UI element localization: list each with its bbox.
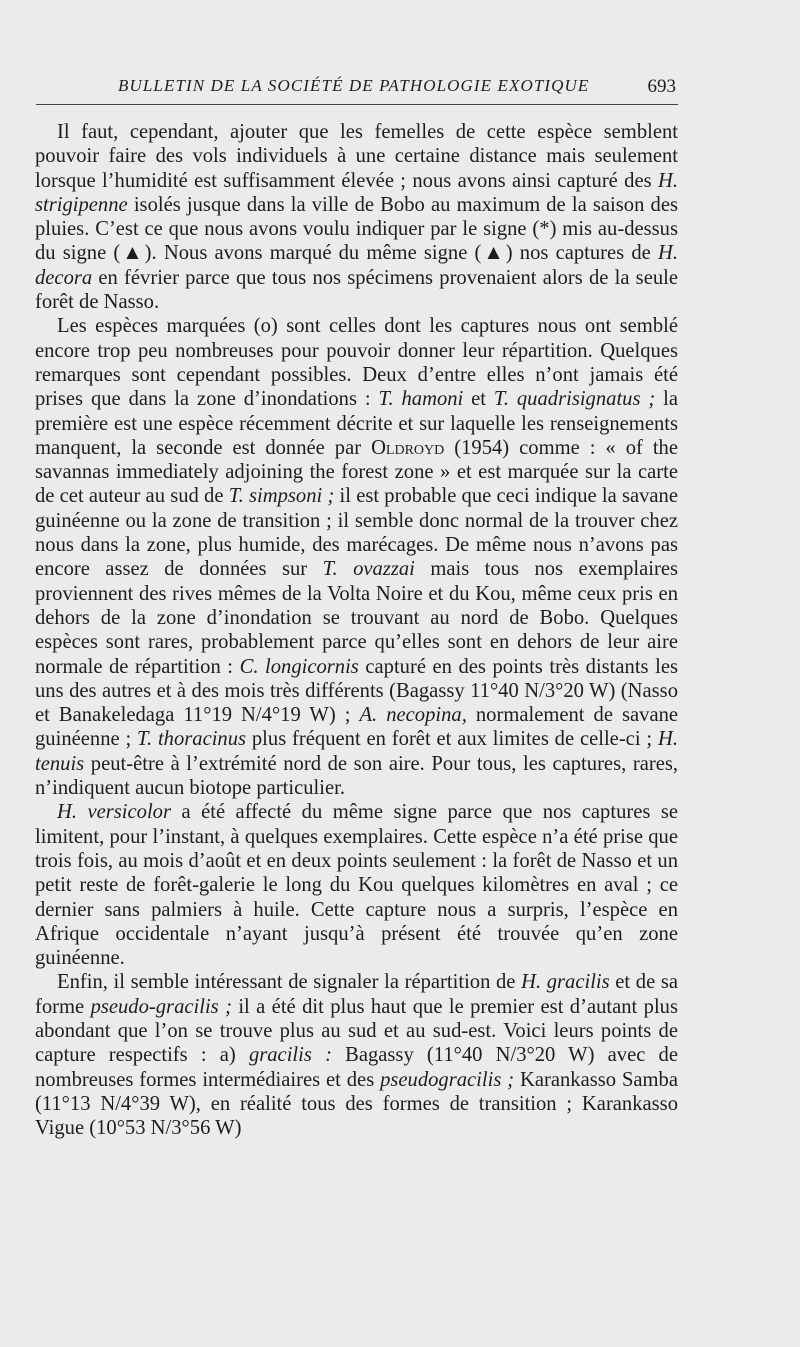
italic-run: H. strigipenne <box>35 169 678 216</box>
paragraph <box>35 314 678 800</box>
italic-run: H. tenuis <box>35 728 678 775</box>
text-run: il a été dit plus haut que le premier est d’autant plus abondant que l’on se trouve plus au sud et au sud-est. Voici leurs points de capture respectifs : a) <box>35 995 678 1067</box>
italic-run: pseudogracilis ; <box>380 1068 515 1091</box>
text-run: (1954) comme : « of the savannas immediately adjoining the forest zone » et est marquée sur la carte de cet auteur au sud de <box>35 436 678 508</box>
text-run: la première est une espèce récemment décrite et sur laquelle les renseignements manquent, la seconde est donnée par <box>35 388 678 459</box>
journal-title: BULLETIN DE LA SOCIÉTÉ DE PATHOLOGIE EXOTIQUE <box>118 76 590 95</box>
text-run: normalement de savane guinéenne ; <box>35 704 679 751</box>
page-number: 693 <box>647 76 676 97</box>
italic-run: A. necopina, <box>359 704 467 727</box>
author-name: Oldroyd <box>371 436 445 459</box>
body-text <box>35 120 678 1140</box>
italic-run: H. decora <box>35 242 678 289</box>
text-run: isolés jusque dans la ville de Bobo au maximum de la saison des pluies. C’est ce que nous avons voulu indiquer par le signe (*) mis au-dessus du signe (▲). Nous avons marqué du même signe (▲) nos captures de <box>35 193 678 265</box>
italic-run: pseudo-gracilis ; <box>90 995 232 1018</box>
italic-run: T. simpsoni ; <box>228 485 335 508</box>
text-run: mais tous nos exemplaires proviennent des rives mêmes de la Volta Noire et du Kou, même ceux pris en dehors de la zone d’inondation se trouvant au nord de Bobo. Quelques espèces sont rares, probablement parce qu’elles sont en dehors de leur aire normale de répartition : <box>35 558 678 678</box>
italic-run: T. ovazzai <box>322 558 415 581</box>
text-run: Les espèces marquées (o) sont celles dont les captures nous ont semblé encore trop peu nombreuses pour pouvoir donner leur répartition. Quelques remarques sont cependant possibles. Deux d’entre elles n’ont jamais été prises que dans la zone d’inondations : <box>35 315 678 411</box>
text-run: et <box>463 388 494 411</box>
text-run: il est probable que ceci indique la savane guinéenne ou la zone de transition ; il semble donc normal de la trouver chez nous dans la zone, plus humide, des marécages. De même nous n’avons pas encore assez de données sur <box>35 485 678 581</box>
italic-run: T. hamoni <box>378 388 464 411</box>
paragraph <box>35 120 678 314</box>
running-header <box>36 72 678 105</box>
text-run: Bagassy (11°40 N/3°20 W) avec de nombreuses formes intermédiaires et des <box>35 1044 678 1091</box>
italic-run: H. gracilis <box>521 971 610 994</box>
text-run: en février parce que tous nos spécimens provenaient alors de la seule forêt de Nasso. <box>35 266 678 314</box>
text-run: capturé en des points très distants les uns des autres et à des mois très différents (Bagassy 11°40 N/3°20 W) (Nasso et Banakeledaga 11°19 N/4°19 W) ; <box>35 655 678 727</box>
text-run: et de sa forme <box>35 971 678 1018</box>
text-run: plus fréquent en forêt et aux limites de celle-ci ; <box>246 728 658 751</box>
paragraph <box>35 970 678 1140</box>
text-run: Enfin, il semble intéressant de signaler la répartition de <box>57 971 522 994</box>
text-run: a été affecté du même signe parce que nos captures se limitent, pour l’instant, à quelques exemplaires. Cette espèce n’a été prise que trois fois, au mois d’août et en deux points seulement : la forêt de Nasso et un petit reste de forêt-galerie le long du Kou quelques kilomètres en aval ; ce dernier sans palmiers à huile. Cette capture nous a surpris, l’espèce en Afrique occidentale n’ayant jusqu’à présent été trouvée qu’en zone guinéenne. <box>35 801 679 970</box>
text-run: Il faut, cependant, ajouter que les femelles de cette espèce semblent pouvoir faire des vols individuels à une certaine distance mais seulement lorsque l’humidité est suffisamment élevée ; nous avons ainsi capturé des <box>35 121 678 192</box>
text-run: Karankasso Samba (11°13 N/4°39 W), en réalité tous des formes de transition ; Karankasso Vigue (10°53 N/3°56 W) <box>35 1068 678 1140</box>
text-run: peut-être à l’extrémité nord de son aire. Pour tous, les captures, rares, n’indiquent aucun biotope particulier. <box>35 752 678 800</box>
italic-run: gracilis : <box>248 1044 332 1067</box>
paragraph <box>35 800 678 970</box>
italic-run: C. longicornis <box>239 655 359 678</box>
italic-run: T. quadrisignatus ; <box>493 388 656 411</box>
italic-run: H. versicolor <box>57 801 171 824</box>
italic-run: T. thoracinus <box>137 728 247 751</box>
